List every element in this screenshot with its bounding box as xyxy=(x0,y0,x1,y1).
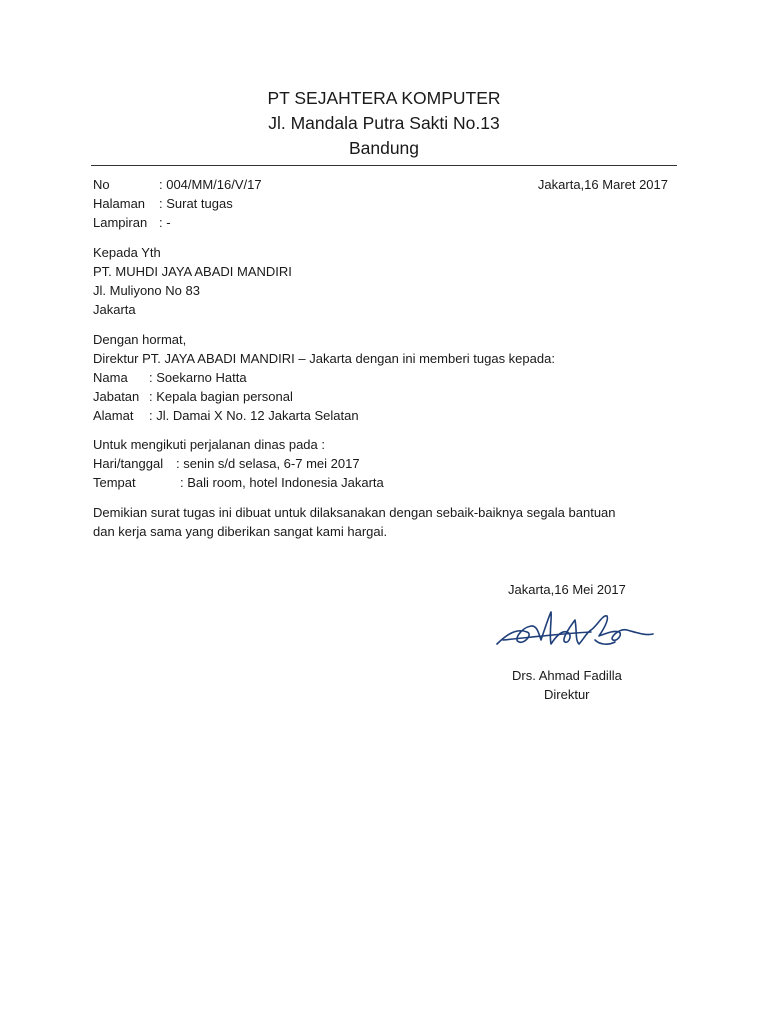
alamat-value: : Jl. Damai X No. 12 Jakarta Selatan xyxy=(149,408,359,423)
signer-title: Direktur xyxy=(544,687,590,702)
tempat-label: Tempat xyxy=(93,475,136,490)
letter-number-value: : 004/MM/16/V/17 xyxy=(159,177,262,192)
letterhead xyxy=(0,86,768,161)
closing-line-1: Demikian surat tugas ini dibuat untuk dilaksanakan dengan sebaik-baiknya segala bantuan xyxy=(93,505,616,520)
tempat-value: : Bali room, hotel Indonesia Jakarta xyxy=(180,475,384,490)
halaman-label: Halaman xyxy=(93,196,146,211)
letter-date: Jakarta,16 Maret 2017 xyxy=(537,177,668,192)
signature-place-date: Jakarta,16 Mei 2017 xyxy=(508,582,626,597)
letter-number-label: No xyxy=(93,177,110,192)
nama-label: Nama xyxy=(93,370,128,385)
salutation: Dengan hormat, xyxy=(93,332,187,347)
alamat-label: Alamat xyxy=(93,408,134,423)
lampiran-value: : - xyxy=(159,215,171,230)
recipient-name: PT. MUHDI JAYA ABADI MANDIRI xyxy=(93,264,292,279)
jabatan-label: Jabatan xyxy=(93,389,140,404)
handwritten-signature xyxy=(495,604,655,664)
hari-label: Hari/tanggal xyxy=(93,456,164,471)
hari-value: : senin s/d selasa, 6-7 mei 2017 xyxy=(176,456,360,471)
intro-text: Direktur PT. JAYA ABADI MANDIRI – Jakarta dengan ini memberi tugas kepada: xyxy=(93,351,555,366)
recipient-street: Jl. Muliyono No 83 xyxy=(93,283,200,298)
letterhead-divider xyxy=(91,165,677,166)
closing-line-2: dan kerja sama yang diberikan sangat kami hargai. xyxy=(93,524,388,539)
nama-value: : Soekarno Hatta xyxy=(149,370,247,385)
company-address: Jl. Mandala Putra Sakti No.13 xyxy=(268,113,500,133)
trip-intro: Untuk mengikuti perjalanan dinas pada : xyxy=(93,437,325,452)
recipient-city: Jakarta xyxy=(93,302,136,317)
lampiran-label: Lampiran xyxy=(93,215,148,230)
company-city: Bandung xyxy=(348,138,420,158)
jabatan-value: : Kepala bagian personal xyxy=(149,389,293,404)
signer-name: Drs. Ahmad Fadilla xyxy=(512,668,622,683)
halaman-value: : Surat tugas xyxy=(159,196,233,211)
recipient-greeting: Kepada Yth xyxy=(93,245,161,260)
company-name: PT SEJAHTERA KOMPUTER xyxy=(267,88,501,108)
